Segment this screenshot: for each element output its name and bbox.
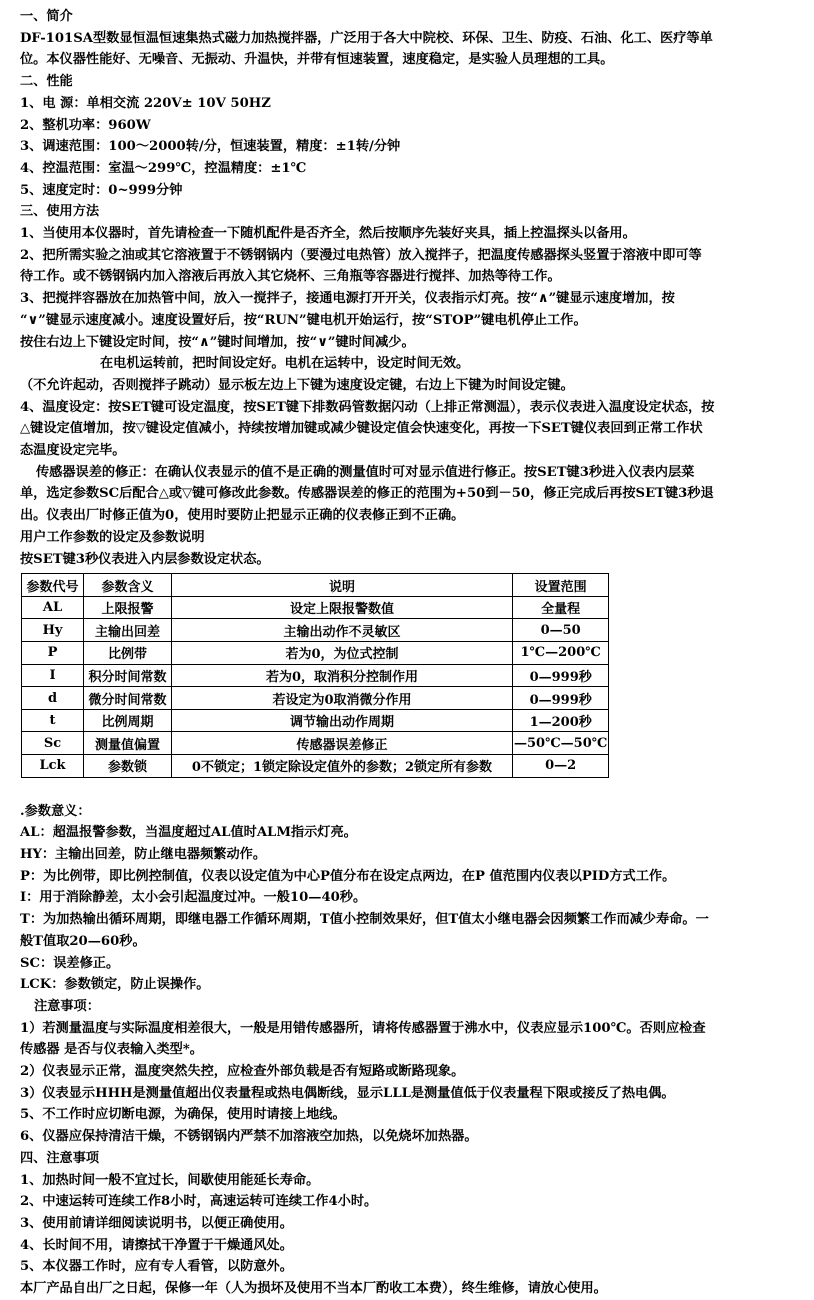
table-cell: 1℃—200℃ bbox=[513, 642, 609, 665]
table-cell: I bbox=[22, 664, 84, 687]
table-cell: 0—2 bbox=[513, 755, 609, 778]
caution-line: 4、长时间不用，请擦拭干净置于干燥通风处。 bbox=[20, 1237, 293, 1253]
spec-line: 1、电 源：单相交流 220V± 10V 50HZ bbox=[20, 95, 271, 111]
table-cell: P bbox=[22, 642, 84, 665]
sensor-line: 单，选定参数SC后配合△或▽键可修改此参数。传感器误差的修正的范围为+50到－50，修正完成后再按SET键3秒退 bbox=[20, 486, 714, 502]
table-row bbox=[22, 642, 609, 665]
table-header-row bbox=[22, 574, 609, 597]
table-row bbox=[22, 755, 609, 778]
spacer bbox=[20, 778, 814, 801]
table-cell: 全量程 bbox=[513, 596, 609, 619]
table-cell: Lck bbox=[22, 755, 84, 778]
section-1-heading: 一、简介 bbox=[20, 9, 73, 24]
usage-line: △键设定值增加，按▽键设定值减小，持续按增加键或减少键设定值会快速变化，再按一下SET键仪表回到正常工作状 bbox=[20, 421, 703, 437]
usage-line: 按住右边上下键设定时间，按“∧”键时间增加，按“∨”键时间减少。 bbox=[20, 334, 415, 350]
user-params-title: 用户工作参数的设定及参数说明 bbox=[20, 529, 205, 545]
table-header-cell: 设置范围 bbox=[513, 574, 609, 597]
usage-line: （不允许起动，否则搅拌子跳动）显示板左边上下键为速度设定键，右边上下键为时间设定键。 bbox=[20, 377, 574, 393]
table-cell: d bbox=[22, 687, 84, 710]
meaning-line: 般T值取20—60秒。 bbox=[20, 933, 146, 949]
table-cell: 上限报警 bbox=[84, 596, 172, 619]
table-row bbox=[22, 664, 609, 687]
table-row bbox=[22, 732, 609, 755]
note-line: 2）仪表显示正常，温度突然失控，应检查外部负载是否有短路或断路现象。 bbox=[20, 1064, 465, 1080]
note-line: 6、仪器应保持清洁干燥，不锈钢锅内严禁不加溶液空加热，以免烧坏加热器。 bbox=[20, 1129, 478, 1145]
usage-line: “∨”键显示速度减小。速度设置好后，按“RUN”键电机开始运行，按“STOP”键电机停止工作。 bbox=[20, 312, 587, 328]
note-line: 5、不工作时应切断电源，为确保，使用时请接上地线。 bbox=[20, 1107, 346, 1123]
spec-line: 5、速度定时：0~999分钟 bbox=[20, 182, 183, 198]
parameter-table bbox=[21, 573, 609, 777]
table-cell: 传感器误差修正 bbox=[172, 732, 513, 755]
table-cell: 若为0，为位式控制 bbox=[172, 642, 513, 665]
usage-line-indented: 在电机运转前，把时间设定好。电机在运转中，设定时间无效。 bbox=[100, 356, 470, 372]
table-cell: AL bbox=[22, 596, 84, 619]
note-line: 传感器 是否与仪表输入类型*。 bbox=[20, 1042, 203, 1058]
table-cell: —50℃—50℃ bbox=[513, 732, 609, 755]
intro-line: 位。本仪器性能好、无噪音、无振动、升温快，并带有恒速装置，速度稳定，是实验人员理想的工具。 bbox=[20, 52, 614, 68]
table-cell: t bbox=[22, 709, 84, 732]
table-header-cell: 参数含义 bbox=[84, 574, 172, 597]
table-cell: 0—999秒 bbox=[513, 664, 609, 687]
usage-line: 4、温度设定：按SET键可设定温度，按SET键下排数码管数据闪动（上排正常测温），表示仪表进入温度设定状态，按 bbox=[20, 399, 715, 415]
table-cell: 0—50 bbox=[513, 619, 609, 642]
usage-line: 2、把所需实验之油或其它溶液置于不锈钢锅内（要漫过电热管）放入搅拌子，把温度传感器探头竖置于溶液中即可等 bbox=[20, 247, 702, 263]
user-params-hint: 按SET键3秒仪表进入内层参数设定状态。 bbox=[20, 551, 270, 567]
table-cell: 积分时间常数 bbox=[84, 664, 172, 687]
table-cell: 主输出回差 bbox=[84, 619, 172, 642]
table-cell: 微分时间常数 bbox=[84, 687, 172, 710]
caution-line: 3、使用前请详细阅读说明书，以便正确使用。 bbox=[20, 1215, 293, 1231]
table-cell: 若设定为0取消微分作用 bbox=[172, 687, 513, 710]
meaning-line: HY：主输出回差，防止继电器频繁动作。 bbox=[20, 847, 267, 863]
table-row bbox=[22, 709, 609, 732]
table-cell: 若为0，取消积分控制作用 bbox=[172, 664, 513, 687]
caution-line: 5、本仪器工作时，应有专人看管，以防意外。 bbox=[20, 1259, 293, 1275]
meaning-line: SC：误差修正。 bbox=[20, 955, 120, 971]
table-header-cell: 说明 bbox=[172, 574, 513, 597]
meaning-line: AL：超温报警参数，当温度超过AL值时ALM指示灯亮。 bbox=[20, 825, 357, 841]
meaning-line: T：为加热输出循环周期，即继电器工作循环周期，T值小控制效果好，但T值太小继电器会因频繁工作而减少寿命。一 bbox=[20, 912, 709, 928]
table-cell: 设定上限报警数值 bbox=[172, 596, 513, 619]
section-2-heading: 二、性能 bbox=[20, 74, 73, 90]
table-cell: 参数锁 bbox=[84, 755, 172, 778]
usage-line: 1、当使用本仪器时，首先请检查一下随机配件是否齐全，然后按顺序先装好夹具，插上控温探头以备用。 bbox=[20, 226, 636, 242]
table-cell: 比例周期 bbox=[84, 709, 172, 732]
meaning-line: LCK：参数锁定，防止误操作。 bbox=[20, 977, 210, 993]
section-4-heading: 四、注意事项 bbox=[20, 1150, 100, 1166]
table-cell: 1—200秒 bbox=[513, 709, 609, 732]
section-3-heading: 三、使用方法 bbox=[20, 204, 100, 220]
intro-line: DF-101SA型数显恒温恒速集热式磁力加热搅拌器，广泛用于各大中院校、环保、卫生、防疫、石油、化工、医疗等单 bbox=[20, 30, 713, 46]
table-cell: 调节输出动作周期 bbox=[172, 709, 513, 732]
spec-line: 2、整机功率：960W bbox=[20, 117, 151, 133]
spec-line: 4、控温范围：室温～299℃，控温精度：±1℃ bbox=[20, 160, 307, 176]
table-row bbox=[22, 619, 609, 642]
table-cell: Hy bbox=[22, 619, 84, 642]
note-line: 3）仪表显示HHH是测量值超出仪表量程或热电偶断线，显示LLL是测量值低于仪表量程下限或接反了热电偶。 bbox=[20, 1085, 675, 1101]
meaning-line: P：为比例带，即比例控制值，仪表以设定值为中心P值分布在设定点两边，在P 值范围内仪表以PID方式工作。 bbox=[20, 868, 676, 884]
spec-line: 3、调速范围：100～2000转/分，恒速装置，精度：±1转/分钟 bbox=[20, 139, 401, 155]
table-cell: 主输出动作不灵敏区 bbox=[172, 619, 513, 642]
note-line: 1）若测量温度与实际温度相差很大，一般是用错传感器所，请将传感器置于沸水中，仪表应显示100℃。否则应检查 bbox=[20, 1020, 706, 1036]
meaning-heading: .参数意义： bbox=[20, 803, 91, 819]
table-cell: 比例带 bbox=[84, 642, 172, 665]
usage-line: 待工作。或不锈钢锅内加入溶液后再放入其它烧杯、三角瓶等容器进行搅拌、加热等待工作。 bbox=[20, 269, 561, 285]
table-row bbox=[22, 687, 609, 710]
table-cell: 0不锁定；1锁定除设定值外的参数；2锁定所有参数 bbox=[172, 755, 513, 778]
notes-heading: 注意事项： bbox=[34, 998, 100, 1014]
table-cell: 0—999秒 bbox=[513, 687, 609, 710]
caution-line: 1、加热时间一般不宜过长，间歇使用能延长寿命。 bbox=[20, 1172, 320, 1188]
meaning-line: I：用于消除静差，太小会引起温度过冲。一般10—40秒。 bbox=[20, 890, 367, 906]
sensor-line: 出。仪表出厂时修正值为0，使用时要防止把显示正确的仪表修正到不正确。 bbox=[20, 508, 465, 524]
usage-line: 3、把搅拌容器放在加热管中间，放入一搅拌子，接通电源打开开关，仪表指示灯亮。按“∧”键显示速度增加，按 bbox=[20, 291, 675, 307]
sensor-line: 传感器误差的修正：在确认仪表显示的值不是正确的测量值时可对显示值进行修正。按SET键3秒进入仪表内层菜 bbox=[36, 464, 695, 480]
caution-line: 2、中速运转可连续工作8小时，高速运转可连续工作4小时。 bbox=[20, 1194, 378, 1210]
warranty-line: 本厂产品自出厂之日起，保修一年（人为损坏及使用不当本厂酌收工本费），终生维修，请放心使用。 bbox=[20, 1281, 607, 1297]
table-cell: 测量值偏置 bbox=[84, 732, 172, 755]
table-header-cell: 参数代号 bbox=[22, 574, 84, 597]
table-row bbox=[22, 596, 609, 619]
usage-line: 态温度设定完毕。 bbox=[20, 443, 126, 459]
table-cell: Sc bbox=[22, 732, 84, 755]
